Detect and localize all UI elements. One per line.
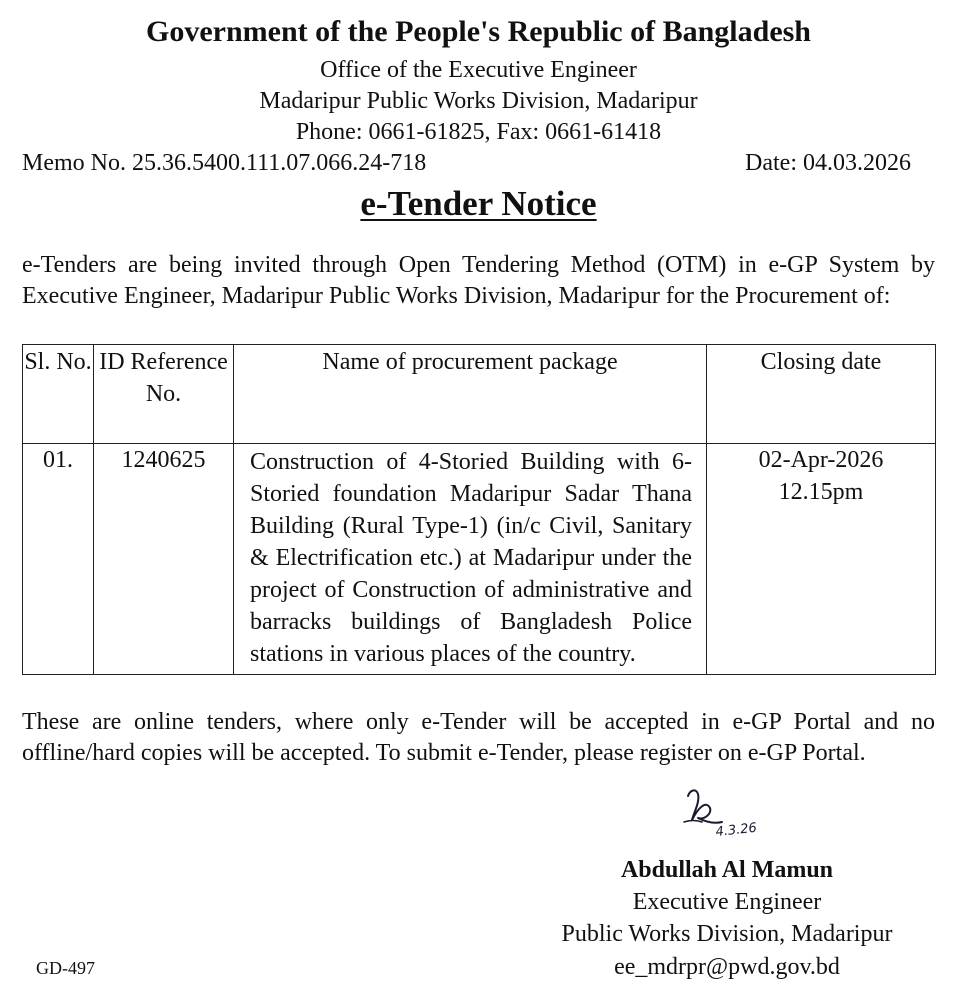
division-name: Madaripur Public Works Division, Madaripur	[259, 88, 698, 114]
government-title: Government of the People's Republic of Bangladesh	[146, 15, 811, 48]
header-sl-no: Sl. No.	[23, 345, 94, 444]
handwritten-signature	[676, 782, 786, 840]
header-closing-date: Closing date	[707, 345, 936, 444]
closing-time-value: 12.15pm	[778, 479, 864, 505]
signatory-designation: Executive Engineer	[632, 889, 822, 915]
memo-date: Date: 04.03.2026	[745, 150, 911, 176]
gd-code: GD-497	[36, 958, 95, 978]
table-header-row	[23, 345, 936, 444]
svg-text:4.3.26: 4.3.26	[714, 820, 758, 840]
row-package-name: Construction of 4-Storied Building with 6-Storied foundation Madaripur Sadar Thana Building (Rural Type-1) (in/c Civil, Sanitary & Electrification etc.) at Madaripur under the project of Construction of administrative and barracks buildings of Bangladesh Police stations in various places of the country.	[234, 444, 707, 675]
row-id-reference: 1240625	[94, 444, 234, 675]
signatory-email: ee_mdrpr@pwd.gov.bd	[614, 954, 840, 980]
intro-paragraph: e-Tenders are being invited through Open Tendering Method (OTM) in e-GP System by Executive Engineer, Madaripur Public Works Division, Madaripur for the Procurement of:	[22, 252, 935, 309]
procurement-table	[22, 344, 936, 675]
memo-number: Memo No. 25.36.5400.111.07.066.24-718	[22, 150, 427, 176]
contact-info: Phone: 0661-61825, Fax: 0661-61418	[295, 119, 662, 145]
header-id-reference: ID Reference No.	[94, 345, 234, 444]
notice-title	[0, 183, 957, 225]
signatory-office: Public Works Division, Madaripur	[561, 921, 893, 947]
row-closing-date	[707, 444, 936, 675]
notice-title-text: e-Tender Notice	[360, 184, 597, 223]
row-sl-no: 01.	[23, 444, 94, 675]
header-package-name: Name of procurement package	[234, 345, 707, 444]
closing-date-value: 02-Apr-2026	[758, 447, 884, 473]
table-row	[23, 444, 936, 675]
signatory-name: Abdullah Al Mamun	[620, 857, 834, 883]
office-name: Office of the Executive Engineer	[320, 57, 637, 83]
closing-paragraph: These are online tenders, where only e-Tender will be accepted in e-GP Portal and no offline/hard copies will be accepted. To submit e-Tender, please register on e-GP Portal.	[22, 709, 935, 766]
